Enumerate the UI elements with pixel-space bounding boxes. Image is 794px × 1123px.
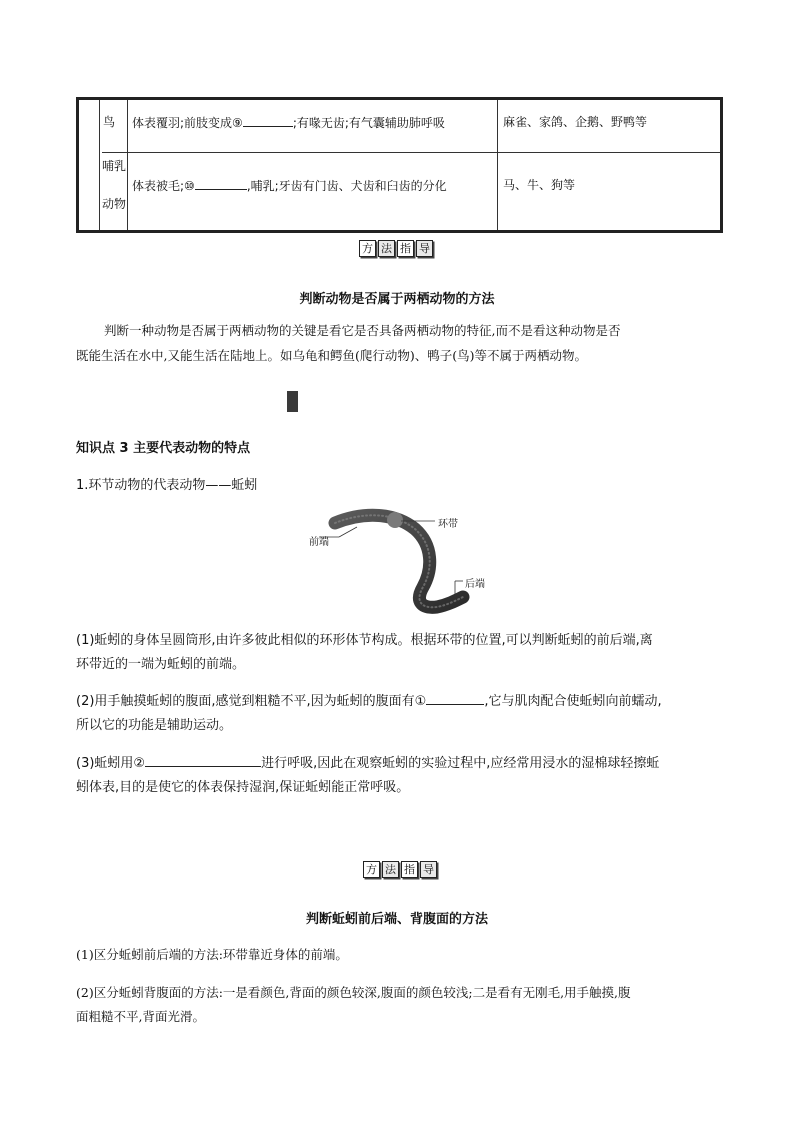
point-text: (2)用手触摸蚯蚓的腹面,感觉到粗糙不平,因为蚯蚓的腹面有① xyxy=(76,694,427,709)
point-text: (3)蚯蚓用② xyxy=(76,756,146,771)
figure-label-front: 前端 xyxy=(309,537,329,548)
table-row-category: 动物 xyxy=(102,197,127,211)
answer-blank xyxy=(243,114,293,127)
table-row-features xyxy=(132,177,447,194)
table-row-examples: 麻雀、家鸽、企鹅、野鸭等 xyxy=(503,115,648,129)
figure-label-back: 后端 xyxy=(465,579,485,590)
method-text: (1)区分蚯蚓前后端的方法:环带靠近身体的前端。 xyxy=(76,947,348,962)
point-2: 所以它的功能是辅助运动。 xyxy=(76,718,233,733)
point-3 xyxy=(76,751,659,776)
method-text: 判断一种动物是否属于两栖动物的关键是看它是否具备两栖动物的特征,而不是看这种动物是否 xyxy=(104,323,621,338)
table-divider xyxy=(497,100,498,230)
method-text: (2)区分蚯蚓背腹面的方法:一是看颜色,背面的颜色较深,腹面的颜色较浅;二是看有无刚毛,用手触摸,腹 xyxy=(76,985,631,1000)
table-divider xyxy=(102,152,720,153)
table-divider xyxy=(127,100,128,230)
figure-label-band: 环带 xyxy=(438,519,458,530)
method-guide-badge xyxy=(359,240,433,257)
features-text: 体表覆羽;前肢变成⑨ xyxy=(132,116,243,130)
badge-char: 导 xyxy=(420,861,437,878)
features-text: 体表被毛;⑩ xyxy=(132,179,195,193)
clitellum-band xyxy=(387,512,403,528)
point-1: 环带近的一端为蚯蚓的前端。 xyxy=(76,657,246,672)
section-title: 知识点 3 主要代表动物的特点 xyxy=(76,441,251,456)
badge-char: 方 xyxy=(363,861,380,878)
point-1: (1)蚯蚓的身体呈圆筒形,由许多彼此相似的环形体节构成。根据环带的位置,可以判断蚯蚓的前后端,离 xyxy=(76,633,653,648)
earthworm-figure xyxy=(305,507,505,617)
table-row-category: 鸟 xyxy=(103,115,116,129)
method-text: 既能生活在水中,又能生活在陆地上。如乌龟和鳄鱼(爬行动物)、鸭子(鸟)等不属于两栖动物。 xyxy=(76,348,587,363)
section-marker xyxy=(287,391,298,412)
badge-char: 指 xyxy=(401,861,418,878)
earthworm-illustration xyxy=(305,507,505,617)
badge-char: 法 xyxy=(382,861,399,878)
point-text: ,它与肌肉配合使蚯蚓向前蠕动, xyxy=(484,694,662,709)
answer-blank xyxy=(195,177,247,190)
method-title: 判断蚯蚓前后端、背腹面的方法 xyxy=(305,912,488,927)
features-text: ;有喙无齿;有气囊辅助肺呼吸 xyxy=(292,116,445,130)
section-subtitle: 1.环节动物的代表动物——蚯蚓 xyxy=(76,478,258,493)
method-title: 判断动物是否属于两栖动物的方法 xyxy=(299,292,495,307)
point-2 xyxy=(76,689,662,714)
badge-char: 导 xyxy=(416,240,433,257)
table-row-features xyxy=(132,114,445,131)
answer-blank xyxy=(426,692,484,705)
badge-char: 方 xyxy=(359,240,376,257)
table-divider xyxy=(99,100,100,230)
method-text: 面粗糙不平,背面光滑。 xyxy=(76,1009,205,1024)
method-guide-badge xyxy=(363,861,437,878)
classification-table xyxy=(76,97,723,233)
answer-blank xyxy=(145,754,261,767)
features-text: ,哺乳;牙齿有门齿、犬齿和臼齿的分化 xyxy=(246,179,447,193)
point-text: 进行呼吸,因此在观察蚯蚓的实验过程中,应经常用浸水的湿棉球轻擦蚯 xyxy=(261,756,660,771)
badge-char: 法 xyxy=(378,240,395,257)
point-3: 蚓体表,目的是使它的体表保持湿润,保证蚯蚓能正常呼吸。 xyxy=(76,780,410,795)
badge-char: 指 xyxy=(397,240,414,257)
table-row-category: 哺乳 xyxy=(102,159,127,173)
table-row-examples: 马、牛、狗等 xyxy=(503,178,576,192)
